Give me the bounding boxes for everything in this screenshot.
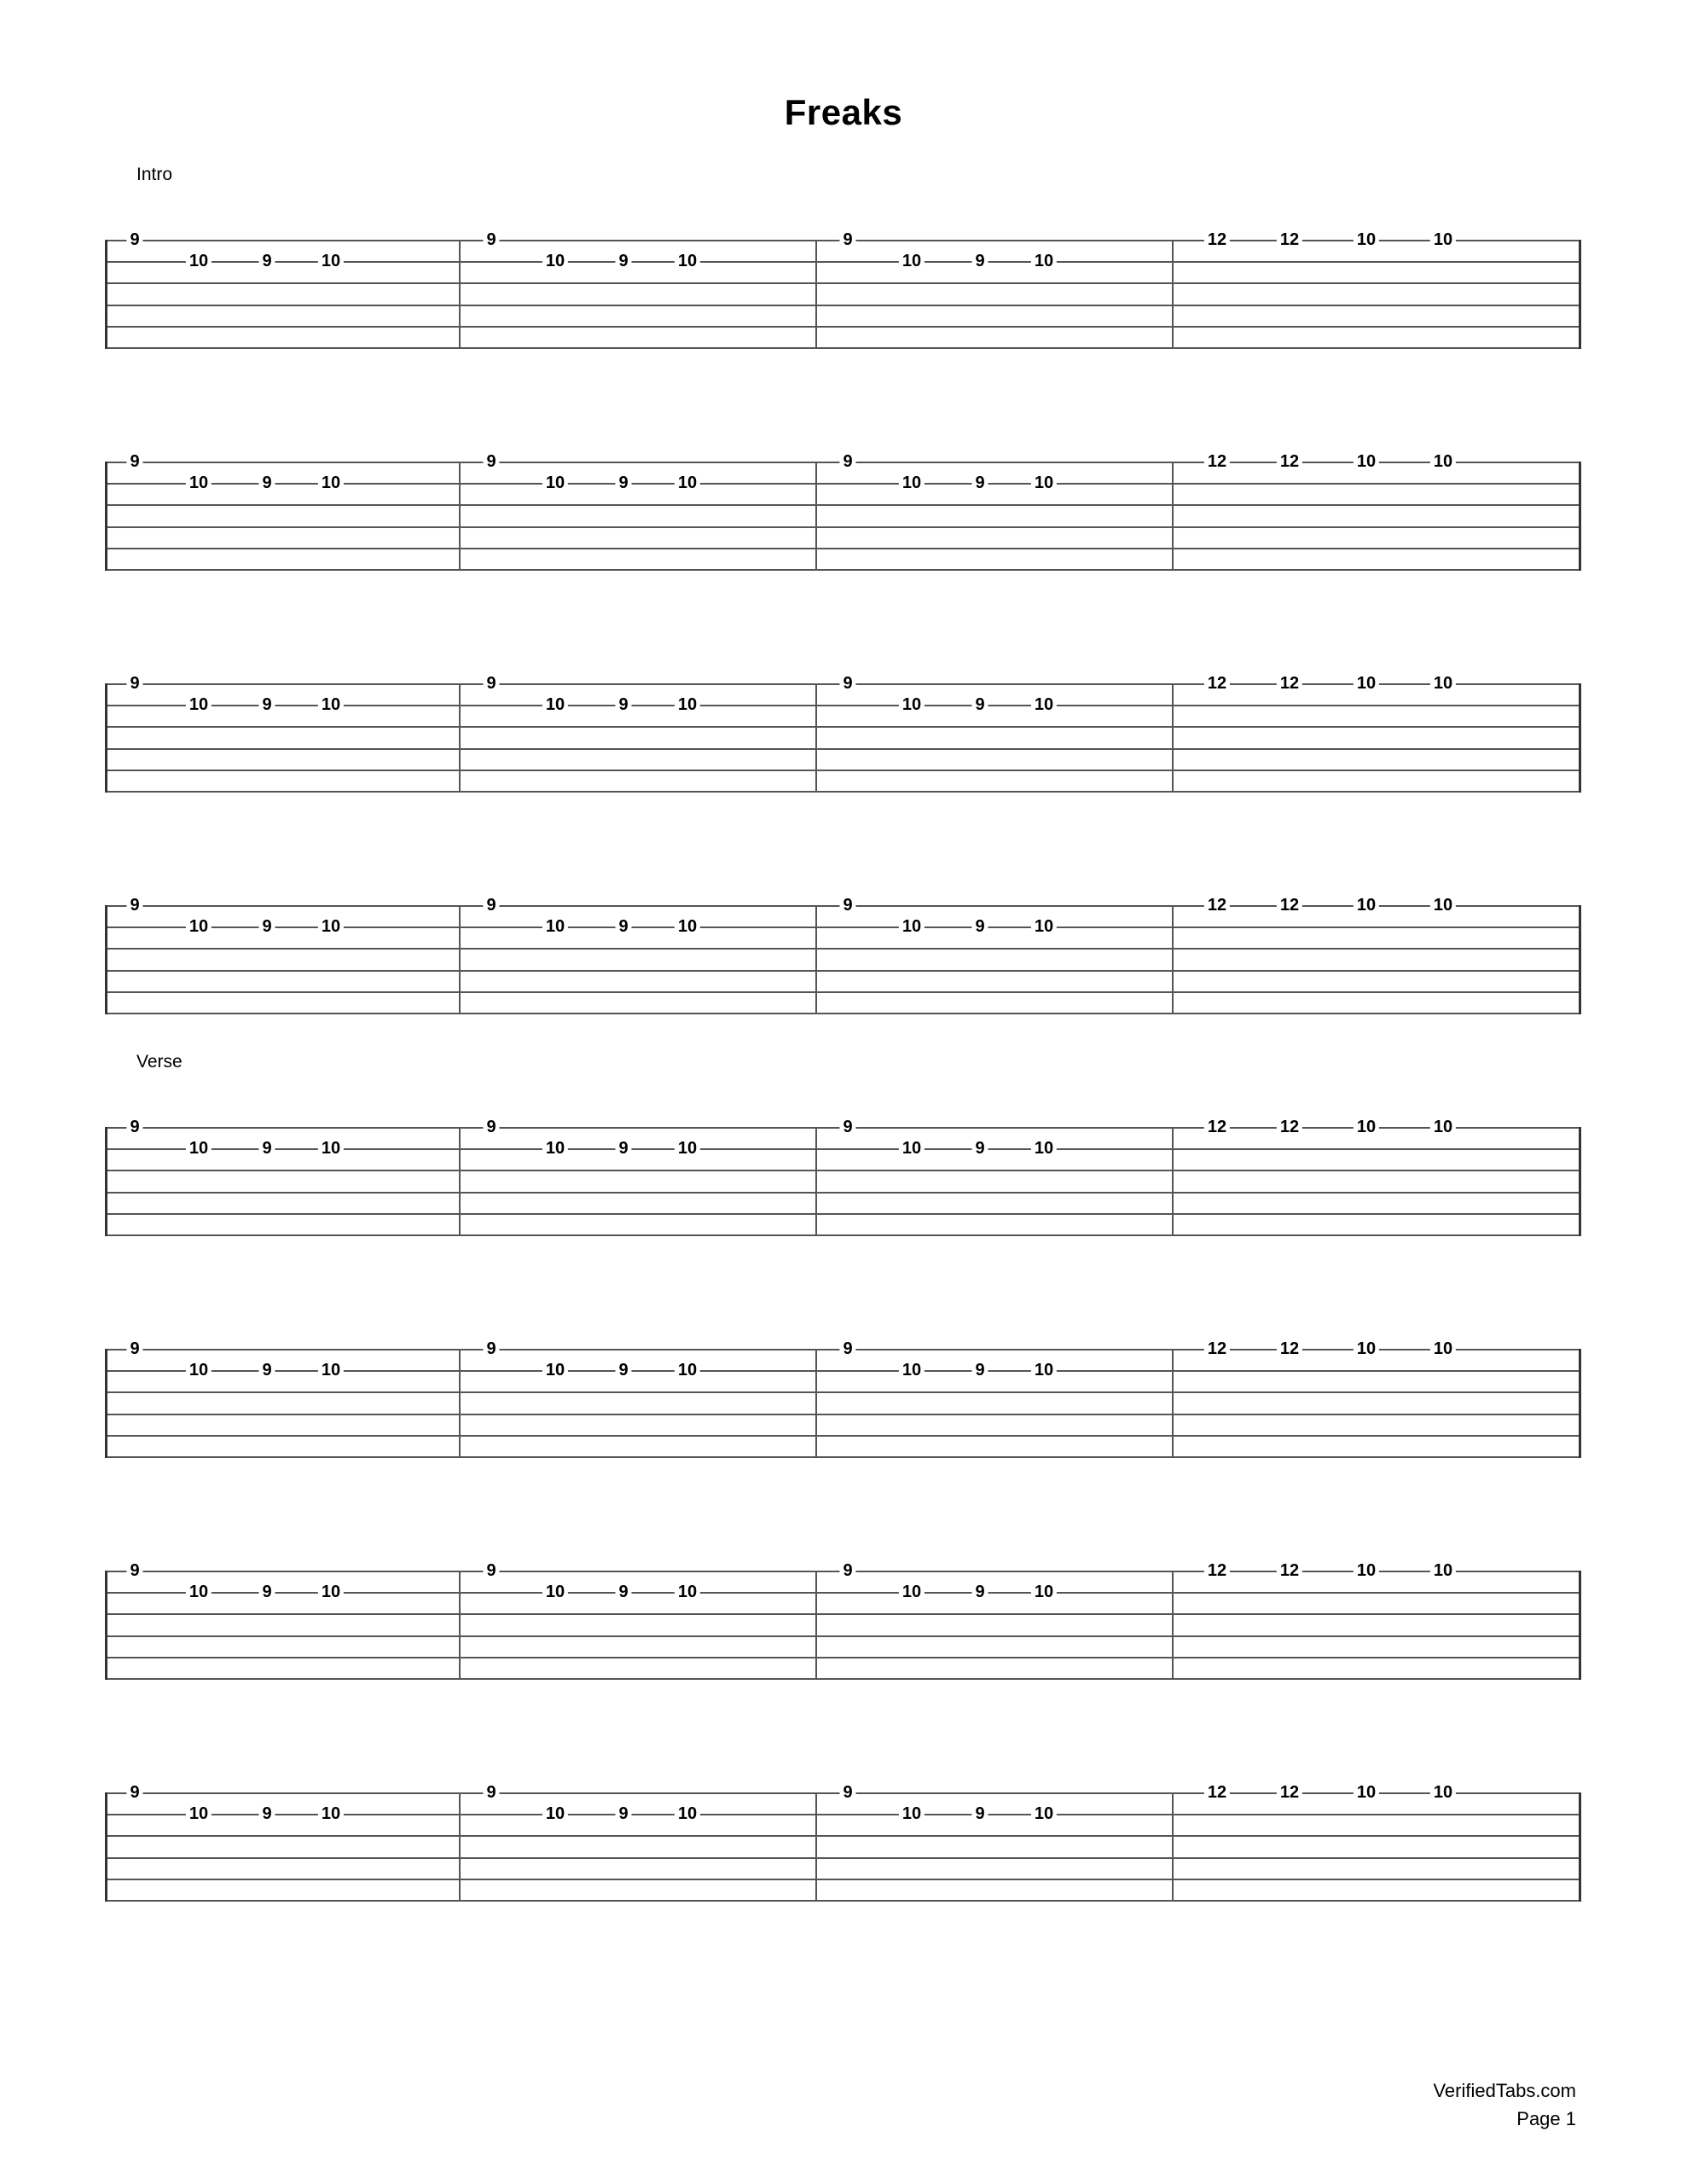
bar-line (459, 1127, 461, 1236)
fret-number: 12 (1204, 1782, 1230, 1803)
footer-site: VerifiedTabs.com (1433, 2080, 1576, 2101)
string-line (105, 1234, 1580, 1236)
fret-number: 9 (483, 1560, 499, 1581)
fret-number: 9 (615, 1360, 631, 1380)
string-line (105, 970, 1580, 972)
fret-number: 10 (1031, 1804, 1057, 1824)
tab-staff (105, 230, 1580, 349)
fret-number: 9 (258, 1582, 275, 1602)
fret-number: 9 (615, 1804, 631, 1824)
tab-system (0, 165, 1687, 397)
fret-number: 9 (258, 916, 275, 937)
fret-number: 9 (615, 473, 631, 493)
fret-number: 10 (186, 916, 212, 937)
string-line (105, 305, 1580, 306)
fret-number: 10 (1430, 673, 1456, 694)
bar-line (1172, 683, 1174, 793)
fret-number: 10 (186, 473, 212, 493)
bar-line (815, 1349, 817, 1458)
bar-line (105, 1792, 107, 1902)
fret-number: 10 (1354, 895, 1379, 915)
string-line (105, 1456, 1580, 1458)
fret-number: 9 (483, 1117, 499, 1137)
fret-number: 10 (186, 1582, 212, 1602)
tab-staff (105, 1561, 1580, 1680)
fret-number: 10 (186, 694, 212, 715)
bar-line (1579, 1127, 1581, 1236)
fret-number: 10 (1430, 1560, 1456, 1581)
fret-number: 9 (839, 673, 855, 694)
string-line (105, 948, 1580, 950)
fret-number: 9 (839, 451, 855, 472)
fret-number: 10 (542, 916, 568, 937)
string-line (105, 282, 1580, 284)
string-line (105, 504, 1580, 506)
fret-number: 12 (1204, 673, 1230, 694)
fret-number: 10 (1354, 673, 1379, 694)
bar-line (1172, 1349, 1174, 1458)
fret-number: 12 (1277, 1560, 1302, 1581)
fret-number: 10 (1430, 1117, 1456, 1137)
fret-number: 9 (839, 1560, 855, 1581)
section-label: Verse (136, 1052, 183, 1072)
fret-number: 9 (839, 1339, 855, 1359)
fret-number: 12 (1277, 1339, 1302, 1359)
string-line (105, 1657, 1580, 1658)
fret-number: 9 (258, 694, 275, 715)
fret-number: 9 (971, 1360, 988, 1380)
fret-number: 10 (318, 1360, 344, 1380)
fret-number: 12 (1277, 895, 1302, 915)
bar-line (1579, 1571, 1581, 1680)
fret-number: 10 (542, 694, 568, 715)
bar-line (459, 683, 461, 793)
bar-line (815, 905, 817, 1014)
fret-number: 10 (542, 251, 568, 271)
bar-line (105, 683, 107, 793)
fret-number: 12 (1204, 229, 1230, 250)
fret-number: 9 (971, 694, 988, 715)
string-line (105, 1678, 1580, 1680)
fret-number: 10 (1430, 895, 1456, 915)
tab-staff (105, 452, 1580, 571)
fret-number: 10 (1031, 251, 1057, 271)
fret-number: 9 (258, 1360, 275, 1380)
fret-number: 10 (1354, 1117, 1379, 1137)
string-line (105, 1613, 1580, 1615)
fret-number: 9 (258, 473, 275, 493)
fret-number: 9 (258, 1138, 275, 1159)
fret-number: 10 (1031, 1138, 1057, 1159)
fret-number: 10 (1031, 1360, 1057, 1380)
fret-number: 12 (1277, 1117, 1302, 1137)
fret-number: 10 (675, 251, 700, 271)
bar-line (1579, 240, 1581, 349)
fret-number: 10 (899, 1138, 925, 1159)
string-line (105, 748, 1580, 750)
bar-line (1172, 1571, 1174, 1680)
fret-number: 10 (1354, 1560, 1379, 1581)
string-line (105, 347, 1580, 349)
bar-line (1172, 240, 1174, 349)
fret-number: 10 (1430, 1782, 1456, 1803)
fret-number: 12 (1204, 895, 1230, 915)
fret-number: 10 (1354, 1782, 1379, 1803)
fret-number: 10 (1031, 916, 1057, 937)
fret-number: 9 (839, 895, 855, 915)
fret-number: 9 (126, 895, 142, 915)
string-line (105, 1170, 1580, 1171)
fret-number: 10 (318, 916, 344, 937)
fret-number: 9 (971, 473, 988, 493)
string-line (105, 1835, 1580, 1837)
bar-line (459, 1571, 461, 1680)
bar-line (1172, 905, 1174, 1014)
tab-system (0, 636, 1687, 840)
bar-line (815, 240, 817, 349)
fret-number: 9 (839, 1782, 855, 1803)
fret-number: 10 (542, 1582, 568, 1602)
fret-number: 10 (675, 473, 700, 493)
fret-number: 9 (483, 1782, 499, 1803)
fret-number: 10 (899, 1360, 925, 1380)
fret-number: 9 (971, 916, 988, 937)
fret-number: 10 (1031, 694, 1057, 715)
tab-staff (105, 1783, 1580, 1902)
string-line (105, 791, 1580, 793)
tab-staff (105, 896, 1580, 1014)
fret-number: 10 (675, 1582, 700, 1602)
fret-number: 9 (615, 1582, 631, 1602)
fret-number: 12 (1277, 229, 1302, 250)
string-line (105, 726, 1580, 728)
fret-number: 9 (126, 1339, 142, 1359)
bar-line (1172, 1127, 1174, 1236)
tab-system (0, 1745, 1687, 1949)
fret-number: 9 (971, 1138, 988, 1159)
bar-line (1579, 683, 1581, 793)
fret-number: 9 (258, 251, 275, 271)
fret-number: 10 (899, 1582, 925, 1602)
bar-line (1172, 462, 1174, 571)
bar-line (105, 1127, 107, 1236)
bar-line (815, 683, 817, 793)
bar-line (459, 240, 461, 349)
fret-number: 10 (899, 251, 925, 271)
bar-line (105, 1571, 107, 1680)
bar-line (1172, 1792, 1174, 1902)
tab-system (0, 1052, 1687, 1284)
fret-number: 9 (258, 1804, 275, 1824)
fret-number: 10 (318, 1804, 344, 1824)
fret-number: 10 (318, 473, 344, 493)
fret-number: 10 (318, 1138, 344, 1159)
fret-number: 12 (1204, 451, 1230, 472)
fret-number: 10 (1430, 451, 1456, 472)
fret-number: 10 (675, 694, 700, 715)
bar-line (105, 462, 107, 571)
string-line (105, 1013, 1580, 1014)
tab-system (0, 1523, 1687, 1728)
fret-number: 9 (126, 451, 142, 472)
fret-number: 9 (483, 895, 499, 915)
fret-number: 12 (1277, 673, 1302, 694)
fret-number: 10 (318, 251, 344, 271)
fret-number: 10 (186, 1138, 212, 1159)
page-title: Freaks (784, 92, 903, 132)
section-label: Intro (136, 165, 173, 184)
string-line (105, 1192, 1580, 1194)
tab-system (0, 414, 1687, 619)
fret-number: 10 (1354, 229, 1379, 250)
fret-number: 12 (1277, 1782, 1302, 1803)
tab-system (0, 857, 1687, 1062)
fret-number: 10 (675, 1804, 700, 1824)
fret-number: 12 (1277, 451, 1302, 472)
fret-number: 9 (971, 251, 988, 271)
tab-staff (105, 1118, 1580, 1236)
fret-number: 10 (899, 473, 925, 493)
bar-line (815, 1571, 817, 1680)
page-footer (1433, 2077, 1576, 2133)
fret-number: 10 (1354, 1339, 1379, 1359)
string-line (105, 1391, 1580, 1393)
fret-number: 9 (971, 1582, 988, 1602)
fret-number: 10 (899, 1804, 925, 1824)
tab-systems (0, 165, 1687, 1966)
bar-line (105, 240, 107, 349)
bar-line (459, 1792, 461, 1902)
string-line (105, 1213, 1580, 1215)
string-line (105, 548, 1580, 549)
fret-number: 9 (483, 451, 499, 472)
fret-number: 9 (839, 1117, 855, 1137)
footer-page-number: Page 1 (1516, 2108, 1576, 2129)
bar-line (1579, 1792, 1581, 1902)
fret-number: 10 (1354, 451, 1379, 472)
fret-number: 10 (186, 1360, 212, 1380)
fret-number: 10 (318, 1582, 344, 1602)
fret-number: 10 (542, 1804, 568, 1824)
string-line (105, 991, 1580, 993)
string-line (105, 326, 1580, 328)
fret-number: 9 (126, 1782, 142, 1803)
fret-number: 10 (542, 1138, 568, 1159)
tab-staff (105, 674, 1580, 793)
fret-number: 10 (1031, 473, 1057, 493)
fret-number: 9 (615, 916, 631, 937)
string-line (105, 1635, 1580, 1637)
fret-number: 10 (542, 1360, 568, 1380)
fret-number: 9 (483, 673, 499, 694)
bar-line (1579, 905, 1581, 1014)
bar-line (105, 1349, 107, 1458)
string-line (105, 1879, 1580, 1880)
fret-number: 10 (542, 473, 568, 493)
fret-number: 12 (1204, 1339, 1230, 1359)
fret-number: 9 (483, 1339, 499, 1359)
bar-line (815, 1792, 817, 1902)
fret-number: 12 (1204, 1560, 1230, 1581)
bar-line (459, 905, 461, 1014)
tab-system (0, 1301, 1687, 1506)
fret-number: 10 (675, 1138, 700, 1159)
tab-staff (105, 1339, 1580, 1458)
bar-line (1579, 1349, 1581, 1458)
bar-line (1579, 462, 1581, 571)
fret-number: 10 (186, 251, 212, 271)
string-line (105, 526, 1580, 528)
bar-line (815, 462, 817, 571)
fret-number: 9 (483, 229, 499, 250)
fret-number: 10 (318, 694, 344, 715)
fret-number: 12 (1204, 1117, 1230, 1137)
string-line (105, 569, 1580, 571)
fret-number: 10 (675, 916, 700, 937)
bar-line (105, 905, 107, 1014)
fret-number: 9 (615, 694, 631, 715)
fret-number: 10 (899, 916, 925, 937)
fret-number: 10 (186, 1804, 212, 1824)
fret-number: 10 (675, 1360, 700, 1380)
fret-number: 9 (126, 1117, 142, 1137)
fret-number: 9 (839, 229, 855, 250)
fret-number: 10 (899, 694, 925, 715)
string-line (105, 1900, 1580, 1902)
fret-number: 10 (1430, 229, 1456, 250)
bar-line (459, 1349, 461, 1458)
string-line (105, 770, 1580, 771)
fret-number: 9 (615, 251, 631, 271)
fret-number: 9 (126, 673, 142, 694)
fret-number: 9 (126, 229, 142, 250)
bar-line (815, 1127, 817, 1236)
fret-number: 10 (1430, 1339, 1456, 1359)
fret-number: 10 (1031, 1582, 1057, 1602)
fret-number: 9 (971, 1804, 988, 1824)
string-line (105, 1435, 1580, 1437)
bar-line (459, 462, 461, 571)
string-line (105, 1414, 1580, 1415)
fret-number: 9 (126, 1560, 142, 1581)
string-line (105, 1857, 1580, 1859)
fret-number: 9 (615, 1138, 631, 1159)
